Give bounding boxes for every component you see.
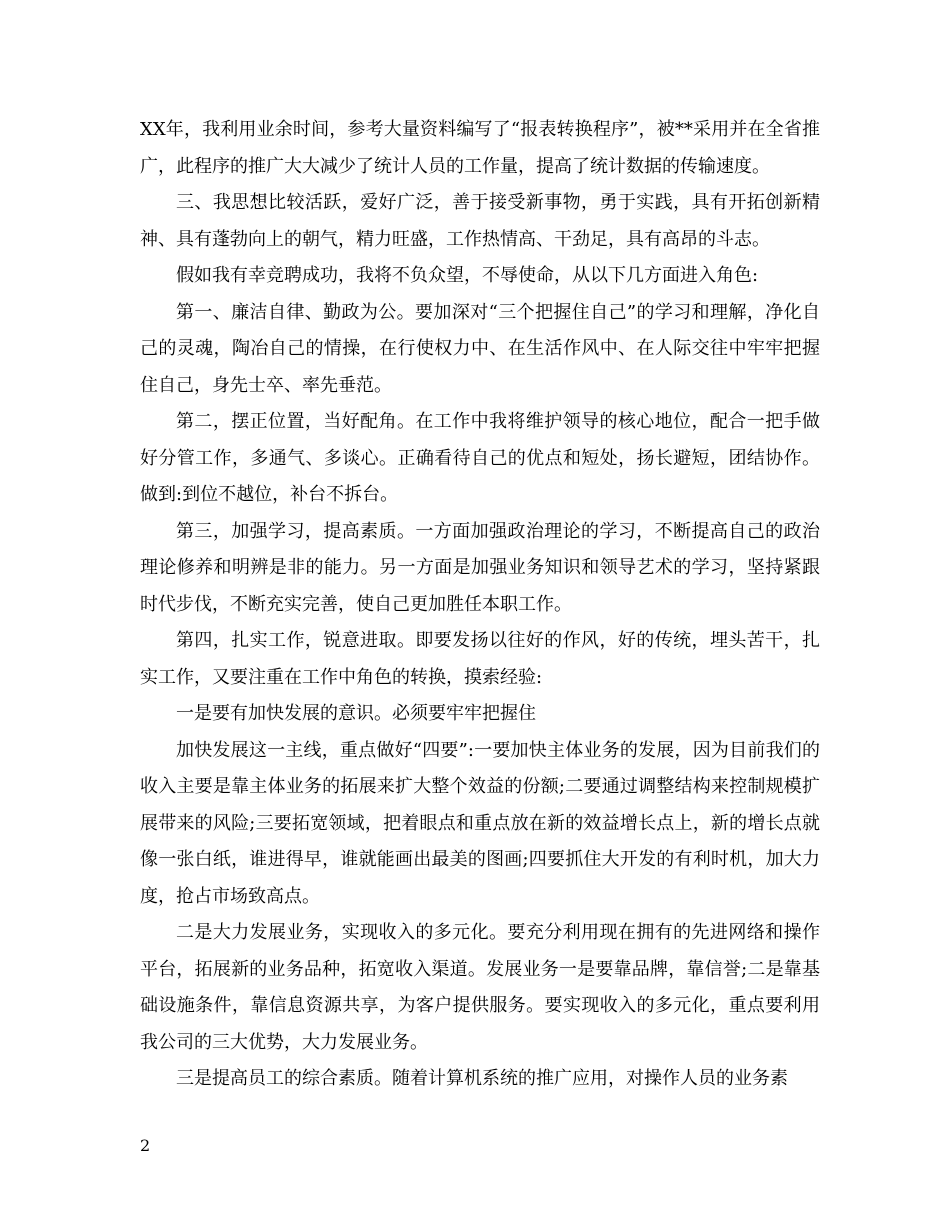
page-number: 2 <box>140 1136 151 1155</box>
paragraph-9: 加快发展这一主线，重点做好“四要”:一要加快主体业务的发展，因为目前我们的收入主要是靠主体业务的拓展来扩大整个效益的份额;二要通过调整结构来控制规模扩展带来的风险;三要拓宽领域，把着眼点和重点放在新的效益增长点上，新的增长点就像一张白纸，谁进得早，谁就能画出最美的图画;四要抓住大开发的有利时机，加大力度，抢占市场致高点。 <box>140 739 820 907</box>
paragraph-8: 一是要有加快发展的意识。必须要牢牢把握住 <box>176 703 536 724</box>
paragraph-6: 第三，加强学习，提高素质。一方面加强政治理论的学习，不断提高自己的政治理论修养和明辨是非的能力。另一方面是加强业务知识和领导艺术的学习，坚持紧跟时代步伐，不断充实完善，使自己更加胜任本职工作。 <box>140 520 820 615</box>
paragraph-5: 第二，摆正位置，当好配角。在工作中我将维护领导的核心地位，配合一把手做好分管工作，多通气、多谈心。正确看待自己的优点和短处，扬长避短，团结协作。做到:到位不越位，补台不拆台。 <box>140 411 820 505</box>
paragraph-10: 二是大力发展业务，实现收入的多元化。要充分利用现在拥有的先进网络和操作平台，拓展新的业务品种，拓宽收入渠道。发展业务一是要靠品牌，靠信誉;二是靠基础设施条件，靠信息资源共享，为客户提供服务。要实现收入的多元化，重点要利用我公司的三大优势，大力发展业务。 <box>140 922 820 1053</box>
paragraph-2: 三、我思想比较活跃，爱好广泛，善于接受新事物，勇于实践，具有开拓创新精神、具有蓬勃向上的朝气，精力旺盛，工作热情高、干劲足，具有高昂的斗志。 <box>140 192 820 250</box>
paragraph-1: XX年，我利用业余时间，参考大量资料编写了“报表转换程序”，被**采用并在全省推广，此程序的推广大大减少了统计人员的工作量，提高了统计数据的传输速度。 <box>140 119 820 177</box>
paragraph-4: 第一、廉洁自律、勤政为公。要加深对“三个把握住自己”的学习和理解，净化自己的灵魂，陶冶自己的情操，在行使权力中、在生活作风中、在人际交往中牢牢把握住自己，身先士卒、率先垂范。 <box>140 301 820 396</box>
paragraph-7: 第四，扎实工作，锐意进取。即要发扬以往好的作风，好的传统，埋头苦干，扎实工作，又要注重在工作中角色的转换，摸索经验: <box>140 630 820 688</box>
paragraph-11: 三是提高员工的综合素质。随着计算机系统的推广应用，对操作人员的业务素 <box>176 1068 788 1089</box>
document-body <box>140 112 820 1098</box>
paragraph-3: 假如我有幸竞聘成功，我将不负众望，不辱使命，从以下几方面进入角色: <box>176 265 759 286</box>
